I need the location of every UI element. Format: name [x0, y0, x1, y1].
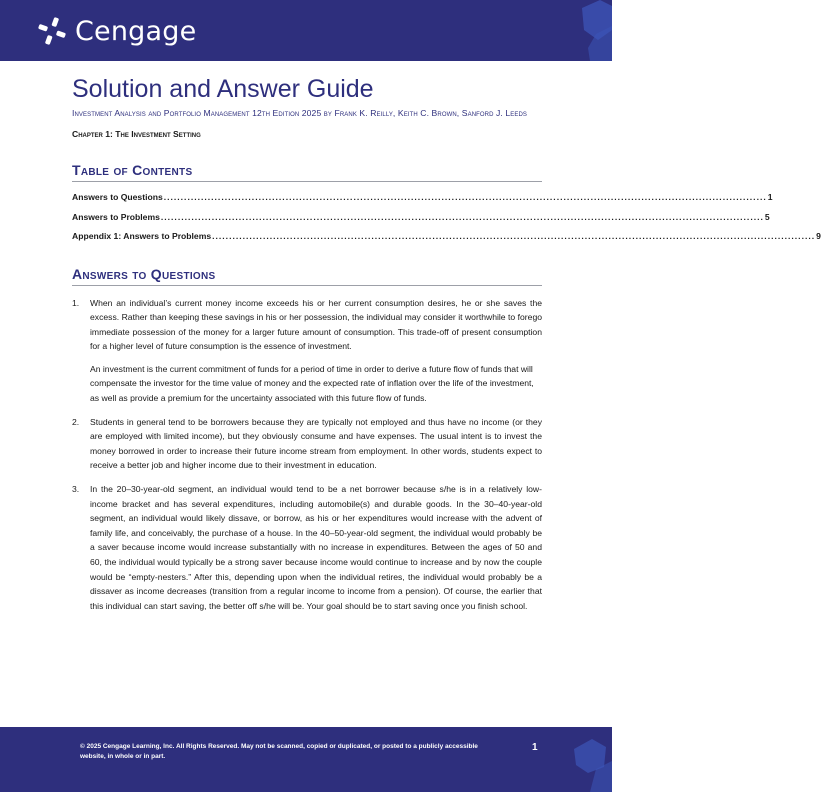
list-item — [72, 415, 542, 473]
page-number: 1 — [532, 742, 538, 753]
toc-entry-label: Answers to Questions — [72, 192, 163, 202]
item-body — [90, 296, 542, 406]
item-number: 3. — [72, 484, 80, 495]
list-item — [72, 296, 542, 406]
page-footer — [0, 727, 612, 792]
brand-name: Cengage — [75, 15, 197, 47]
cengage-logo — [37, 16, 196, 46]
item-body — [90, 482, 542, 613]
toc-leader-dots: .................................................................................................................................................................................. — [163, 192, 767, 202]
page-header — [0, 0, 612, 61]
toc-entry-answers-to-questions[interactable] — [72, 190, 773, 210]
page-content — [72, 74, 821, 622]
copyright-notice: © 2025 Cengage Learning, Inc. All Rights Reserved. May not be scanned, copied or duplicated, or posted to a publicly accessible website, in whole or in part. — [80, 743, 478, 760]
list-item — [72, 482, 542, 613]
page-title: Solution and Answer Guide — [72, 75, 374, 103]
toc-entry-page: 1 — [767, 192, 773, 202]
item-number: 1. — [72, 297, 80, 308]
paragraph: When an individual’s current money income exceeds his or her current consumption desires, he or she saves the excess. Rather than keeping these savings in his or her possession, the individual may consider it worthwhile to forego immediate possession of the money for a larger future amount of consumption. This trade-off of present consumption for a higher level of future consumption is the essence of investment. — [90, 297, 542, 352]
paragraph: In the 20–30-year-old segment, an individual would tend to be a net borrower because s/he is in a relatively low-income bracket and has several expenditures, including automobile(s) and durable goods. In the 30–40-year-old segment, an individual would likely dissave, or borrow, as his or her expenditures would increase with the advent of family life, and conceivably, the purchase of a house. In the 40–50-year-old segment, the individual would probably be a saver because income would increase substantially with no increase in expenditures. Between the ages of 50 and 60, the individual would typically be a strong saver because income would continue to increase and by now the couple would be “empty-nesters.” After this, depending upon when the individual retires, the individual would probably be a dissaver as income decreases (transition from a regular income to income from a pension). Of course, the earlier that this individual can start saving, the better off s/he will be. Your goal should be to start saving once you finish school. — [90, 484, 542, 611]
toc-entry-appendix-1[interactable] — [72, 229, 821, 249]
table-of-contents — [72, 190, 821, 249]
item-body — [90, 415, 542, 473]
toc-leader-dots: .................................................................................................................................................................................. — [212, 231, 816, 241]
answers-list — [72, 296, 542, 614]
toc-entry-answers-to-problems[interactable] — [72, 210, 770, 230]
cengage-logo-icon — [37, 16, 67, 46]
item-number: 2. — [72, 416, 80, 427]
toc-entry-page: 5 — [764, 211, 770, 222]
toc-heading: Table of Contents — [72, 162, 542, 182]
toc-leader-dots: .................................................................................................................................................................................. — [160, 211, 764, 222]
chapter-title: Chapter 1: The Investment Setting — [72, 129, 201, 139]
paragraph: An investment is the current commitment of funds for a period of time in order to derive a future flow of funds that will compensate the investor for the time value of money and the expected rate of inflation over the life of the investment, as well as provide a premium for the uncertainty associated with this future flow of funds. — [90, 363, 534, 404]
book-subtitle: Investment Analysis and Portfolio Management 12th Edition 2025 by Frank K. Reilly, Keith C. Brown, Sanford J. Leeds — [72, 108, 528, 118]
toc-entry-label: Appendix 1: Answers to Problems — [72, 231, 212, 241]
toc-entry-label: Answers to Problems — [72, 211, 160, 222]
answers-heading: Answers to Questions — [72, 266, 542, 286]
toc-entry-page: 9 — [816, 231, 821, 241]
decorative-shapes-icon — [566, 727, 612, 792]
paragraph: Students in general tend to be borrowers because they are typically not employed and thus have no income (or they are employed with limited income), but they obviously consume and have expenses. The usual intent is to invest the money borrowed in order to increase their future income stream from employment. In other words, students expect to receive a better job and higher income due to their investment in education. — [90, 416, 542, 471]
decorative-shapes-icon — [560, 0, 612, 61]
